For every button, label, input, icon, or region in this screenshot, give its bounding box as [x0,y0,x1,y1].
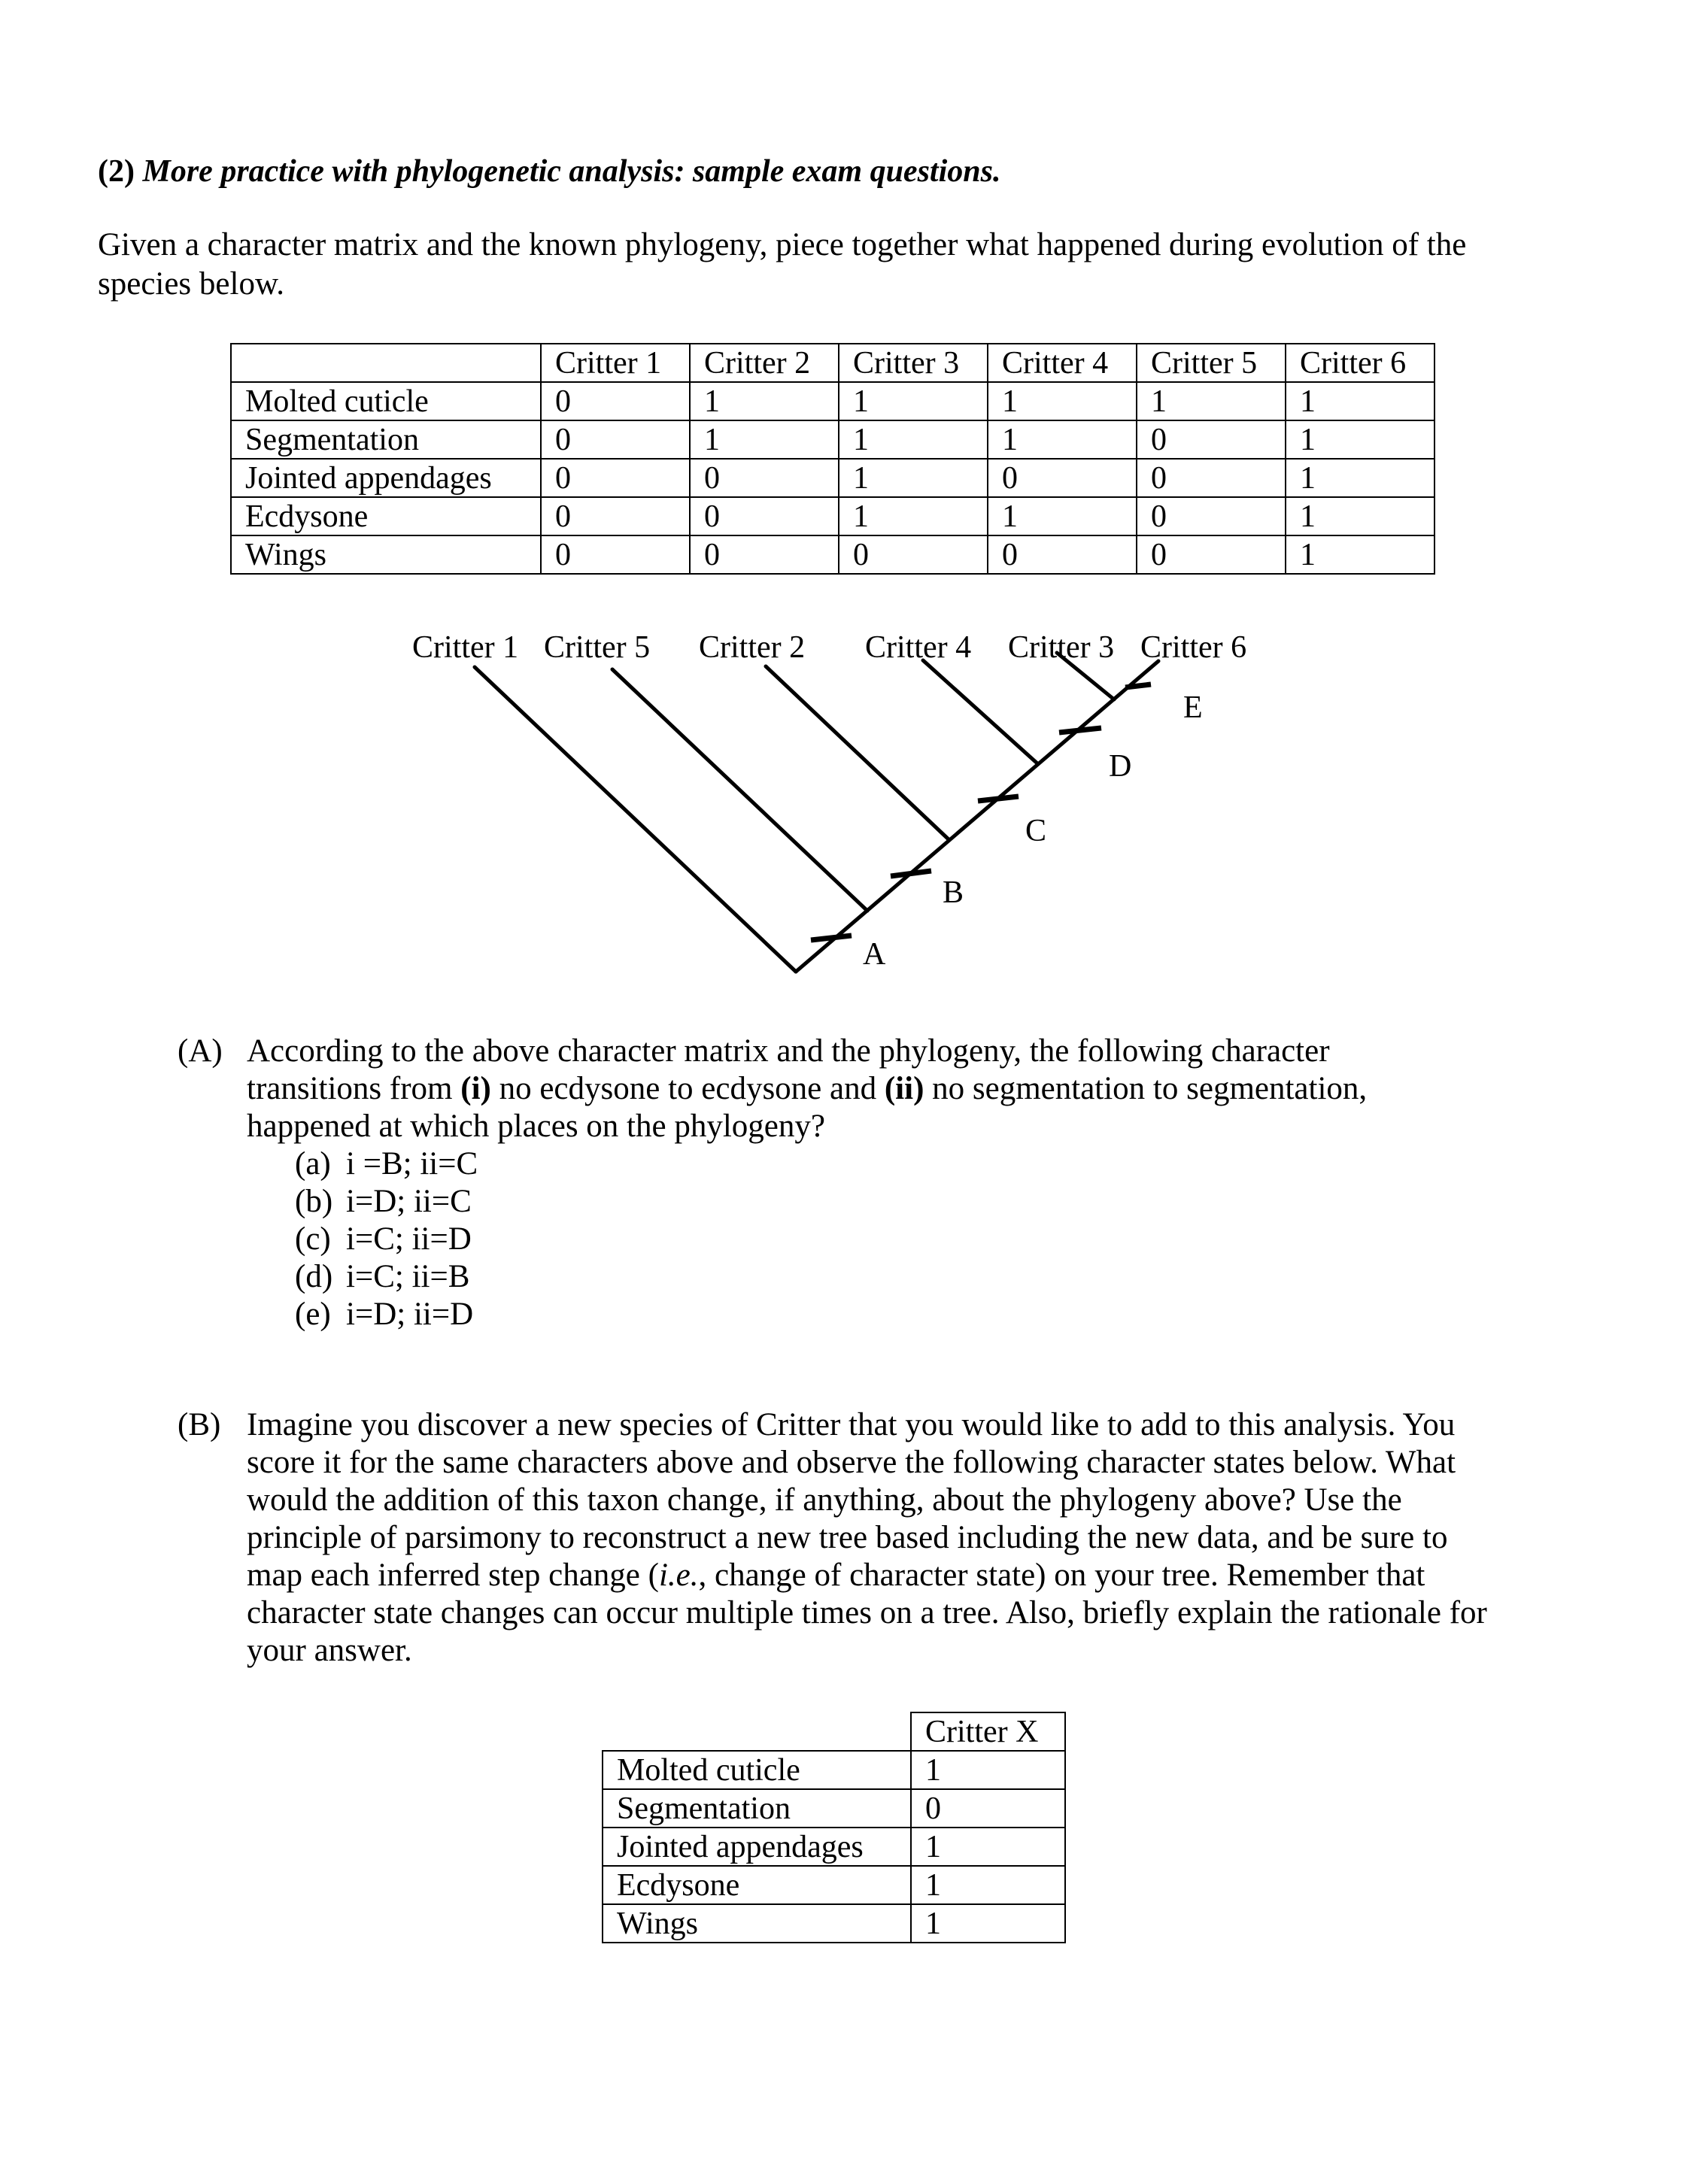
branch-label: E [1183,690,1203,725]
matrix-cell: 0 [541,497,690,535]
matrix-col-header: Critter 5 [1137,344,1286,382]
matrix-row [603,1828,1065,1866]
matrix-col-header: Critter X [911,1712,1065,1751]
matrix-col-header: Critter 2 [690,344,839,382]
branch-critter-2 [766,666,949,840]
matrix-cell: 1 [839,420,988,459]
answer-option [295,1221,478,1258]
matrix-row [603,1751,1065,1789]
matrix-cell: 0 [541,420,690,459]
question-text-part: According to the above character matrix and the phylogeny, the following character transitions from [247,1033,1330,1106]
matrix-cell: 0 [1137,535,1286,574]
matrix-cell: 0 [1137,459,1286,497]
matrix-row-label: Ecdysone [231,497,541,535]
matrix-cell: 1 [690,420,839,459]
matrix-row-label: Jointed appendages [231,459,541,497]
tick-mark [978,796,1019,801]
critter-x-matrix [602,1712,1066,1943]
matrix-row [603,1904,1065,1943]
question-text [247,1033,1471,1145]
option-label: (e) [295,1297,331,1332]
matrix-cell: 1 [839,382,988,420]
option-text: i=C; ii=B [346,1259,470,1294]
tick-mark [1125,684,1151,687]
option-text: i =B; ii=C [346,1146,478,1181]
answer-option [295,1296,478,1333]
option-label: (d) [295,1259,333,1294]
roman-i-label: (i) [460,1071,491,1106]
matrix-cell: 1 [1286,459,1434,497]
tick-mark [891,871,931,876]
matrix-row-label: Segmentation [603,1789,911,1828]
question-text-part: Imagine you discover a new species of Critter that you would like to add to this analysis. You score it for the same characters above and observe the following character states below. What would the addition of this taxon change, if anything, about the phylogeny above? Use the principle of parsimony to reconstruct a new tree based including the new data, and be sure to map each inferred step change ( [247,1407,1456,1593]
matrix-col-header: Critter 4 [988,344,1137,382]
taxon-label: Critter 2 [699,630,806,665]
taxon-label: Critter 3 [1008,630,1115,665]
option-label: (b) [295,1184,333,1219]
taxon-label: Critter 1 [412,630,519,665]
option-text: i=D; ii=D [346,1297,474,1332]
matrix-row-label: Ecdysone [603,1866,911,1904]
matrix-row [603,1866,1065,1904]
matrix-col-header: Critter 3 [839,344,988,382]
branch-label: D [1109,749,1132,784]
matrix-row-label: Wings [231,535,541,574]
matrix-cell: 0 [690,459,839,497]
branch-critter-5 [612,669,867,911]
question-a [178,1033,1471,1145]
question-text [247,1406,1501,1670]
matrix-cell: 1 [839,459,988,497]
matrix-cell: 0 [690,535,839,574]
matrix-cell: 1 [690,382,839,420]
question-b [178,1406,1501,1670]
intro-paragraph: Given a character matrix and the known phylogeny, piece together what happened during evolution of the species below. [98,227,1467,302]
branch-label: B [943,875,964,910]
option-label: (a) [295,1146,331,1181]
roman-ii-label: (ii) [884,1071,924,1106]
ie-abbreviation: i.e. [658,1558,699,1593]
answer-option [295,1145,478,1183]
matrix-cell: 1 [1286,382,1434,420]
matrix-corner-cell [603,1712,911,1751]
branch-label: A [863,937,886,972]
matrix-row-label: Jointed appendages [603,1828,911,1866]
matrix-cell: 0 [1137,420,1286,459]
matrix-cell: 1 [911,1866,1065,1904]
matrix-cell: 0 [911,1789,1065,1828]
matrix-col-header: Critter 1 [541,344,690,382]
matrix-row [603,1789,1065,1828]
phylogeny-tree [0,0,1688,993]
matrix-cell: 0 [690,497,839,535]
matrix-cell: 1 [1286,420,1434,459]
option-label: (c) [295,1221,331,1257]
matrix-cell: 1 [1286,535,1434,574]
matrix-row-label: Segmentation [231,420,541,459]
question-label: (A) [178,1033,223,1069]
matrix-cell: 0 [1137,497,1286,535]
tick-mark [1059,728,1101,733]
matrix-row-label: Wings [603,1904,911,1943]
matrix-cell: 0 [988,459,1137,497]
section-number: (2) [98,154,135,189]
matrix-cell: 0 [839,535,988,574]
matrix-cell: 0 [541,535,690,574]
question-text-part: no ecdysone to ecdysone and [490,1071,885,1106]
taxon-label: Critter 5 [544,630,651,665]
matrix-cell: 1 [988,420,1137,459]
matrix-cell: 0 [541,382,690,420]
tick-mark [811,936,852,940]
matrix-cell: 1 [1286,497,1434,535]
matrix-cell: 0 [988,535,1137,574]
taxon-label: Critter 4 [865,630,972,665]
question-label: (B) [178,1407,221,1442]
taxon-label: Critter 6 [1140,630,1247,665]
matrix-cell: 1 [1137,382,1286,420]
matrix-cell: 1 [839,497,988,535]
answer-option [295,1258,478,1296]
matrix-cell: 0 [541,459,690,497]
matrix-col-header: Critter 6 [1286,344,1434,382]
branch-critter-1 [475,667,796,972]
question-text-part: no segmentation to segmentation, happened at which places on the phylogeny? [247,1071,1368,1144]
matrix-cell: 1 [911,1828,1065,1866]
answer-option [295,1183,478,1221]
matrix-cell: 1 [911,1751,1065,1789]
matrix-row-label: Molted cuticle [231,382,541,420]
answer-options [295,1145,478,1333]
matrix-row-label: Molted cuticle [603,1751,911,1789]
branch-label: C [1025,814,1047,848]
section-title: More practice with phylogenetic analysis: sample exam questions. [142,154,1001,189]
option-text: i=D; ii=C [346,1184,472,1219]
matrix-cell: 1 [988,382,1137,420]
question-text-part: , change of character state) on your tree. Remember that character state changes can occur multiple times on a tree. Also, briefly explain the rationale for your answer. [247,1558,1487,1668]
matrix-cell: 1 [988,497,1137,535]
matrix-header-row [603,1712,1065,1751]
option-text: i=C; ii=D [346,1221,472,1257]
branch-critter-4 [923,660,1038,764]
matrix-cell: 1 [911,1904,1065,1943]
